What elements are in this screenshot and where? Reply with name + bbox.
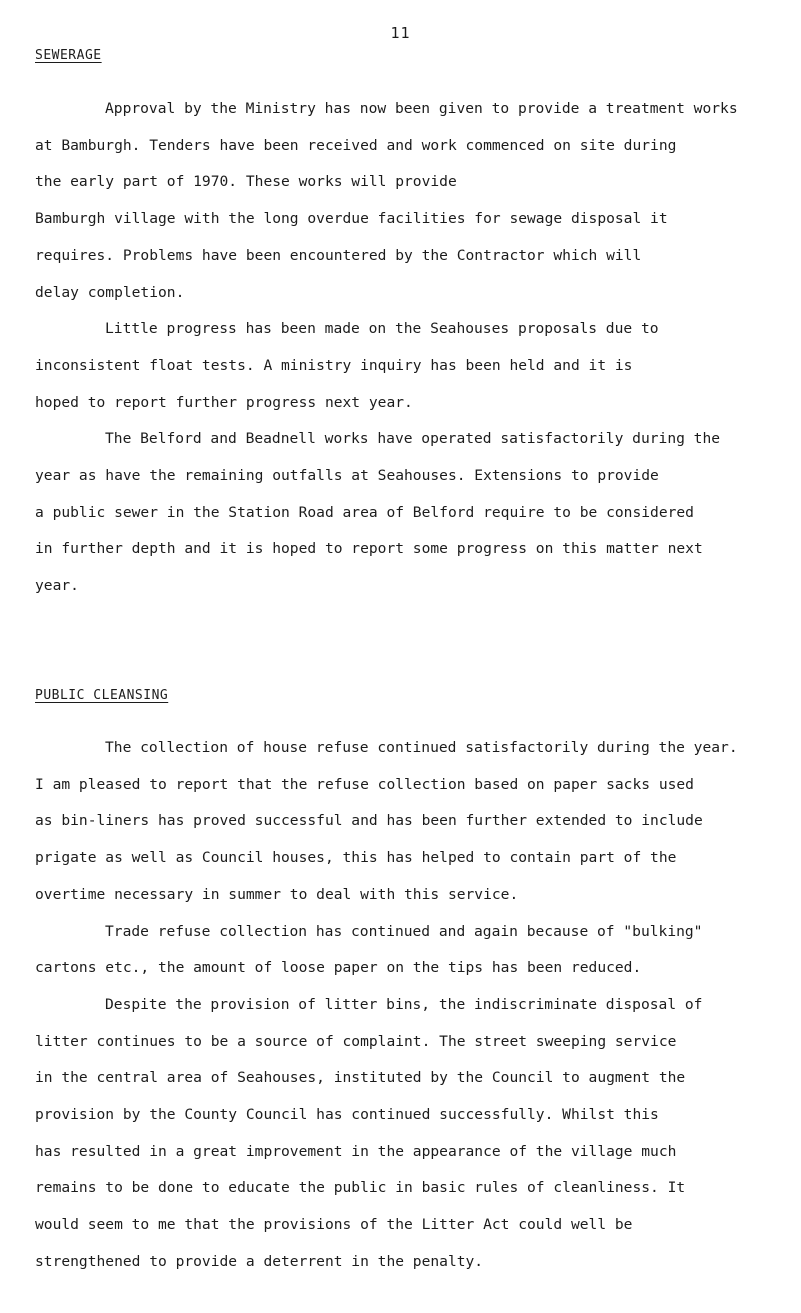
text-line: The Belford and Beadnell works have operated satisfactorily during the (105, 430, 721, 448)
text-line: in further depth and it is hoped to report some progress on this matter next (35, 540, 703, 558)
text-line: remains to be done to educate the public in basic rules of cleanliness. It (35, 1179, 686, 1197)
text-line: strengthened to provide a deterrent in the penalty. (35, 1252, 484, 1270)
section-heading-public-cleansing: PUBLIC CLEANSING (35, 688, 169, 703)
text-line: delay completion. (35, 283, 185, 301)
text-line: Little progress has been made on the Seahouses proposals due to (105, 320, 659, 338)
text-line: would seem to me that the provisions of the Litter Act could well be (35, 1216, 633, 1234)
text-line: provision by the County Council has continued successfully. Whilst this (35, 1106, 659, 1124)
text-line: Despite the provision of litter bins, the indiscriminate disposal of (105, 995, 703, 1013)
text-line: I am pleased to report that the refuse collection based on paper sacks used (35, 775, 694, 793)
text-line: Trade refuse collection has continued and again because of "bulking" (105, 922, 703, 940)
text-line: requires. Problems have been encountered by the Contractor which will (35, 246, 642, 264)
paragraph (35, 987, 775, 1281)
paragraph (35, 914, 775, 987)
text-line: overtime necessary in summer to deal with this service. (35, 885, 519, 903)
text-line: hoped to report further progress next year. (35, 393, 413, 411)
paragraph (35, 730, 775, 914)
text-line: Bamburgh village with the long overdue facilities for sewage disposal it (35, 210, 668, 228)
text-line: in the central area of Seahouses, instituted by the Council to augment the (35, 1069, 686, 1087)
section-sewerage-body (35, 91, 775, 605)
text-line: as bin-liners has proved successful and has been further extended to include (35, 812, 703, 830)
text-line: inconsistent float tests. A ministry inquiry has been held and it is (35, 356, 633, 374)
text-line: prigate as well as Council houses, this has helped to contain part of the (35, 849, 677, 867)
text-line: a public sewer in the Station Road area of Belford require to be considered (35, 503, 694, 521)
paragraph (35, 421, 775, 605)
section-heading-sewerage: SEWERAGE (35, 48, 102, 63)
text-line: cartons etc., the amount of loose paper on the tips has been reduced. (35, 959, 642, 977)
text-line: The collection of house refuse continued satisfactorily during the year. (105, 739, 738, 756)
paragraph (35, 91, 775, 311)
text-line: the early part of 1970. These works will provide (35, 173, 457, 191)
text-line: Approval by the Ministry has now been given to provide a treatment works (105, 100, 738, 117)
text-line: year. (35, 577, 79, 595)
section-public-cleansing-body (35, 730, 775, 1281)
page-number: 11 (390, 24, 411, 42)
paragraph (35, 311, 775, 421)
text-line: litter continues to be a source of complaint. The street sweeping service (35, 1032, 677, 1050)
text-line: has resulted in a great improvement in the appearance of the village much (35, 1142, 677, 1160)
text-line: at Bamburgh. Tenders have been received and work commenced on site during (35, 136, 677, 154)
text-line: year as have the remaining outfalls at Seahouses. Extensions to provide (35, 467, 659, 485)
